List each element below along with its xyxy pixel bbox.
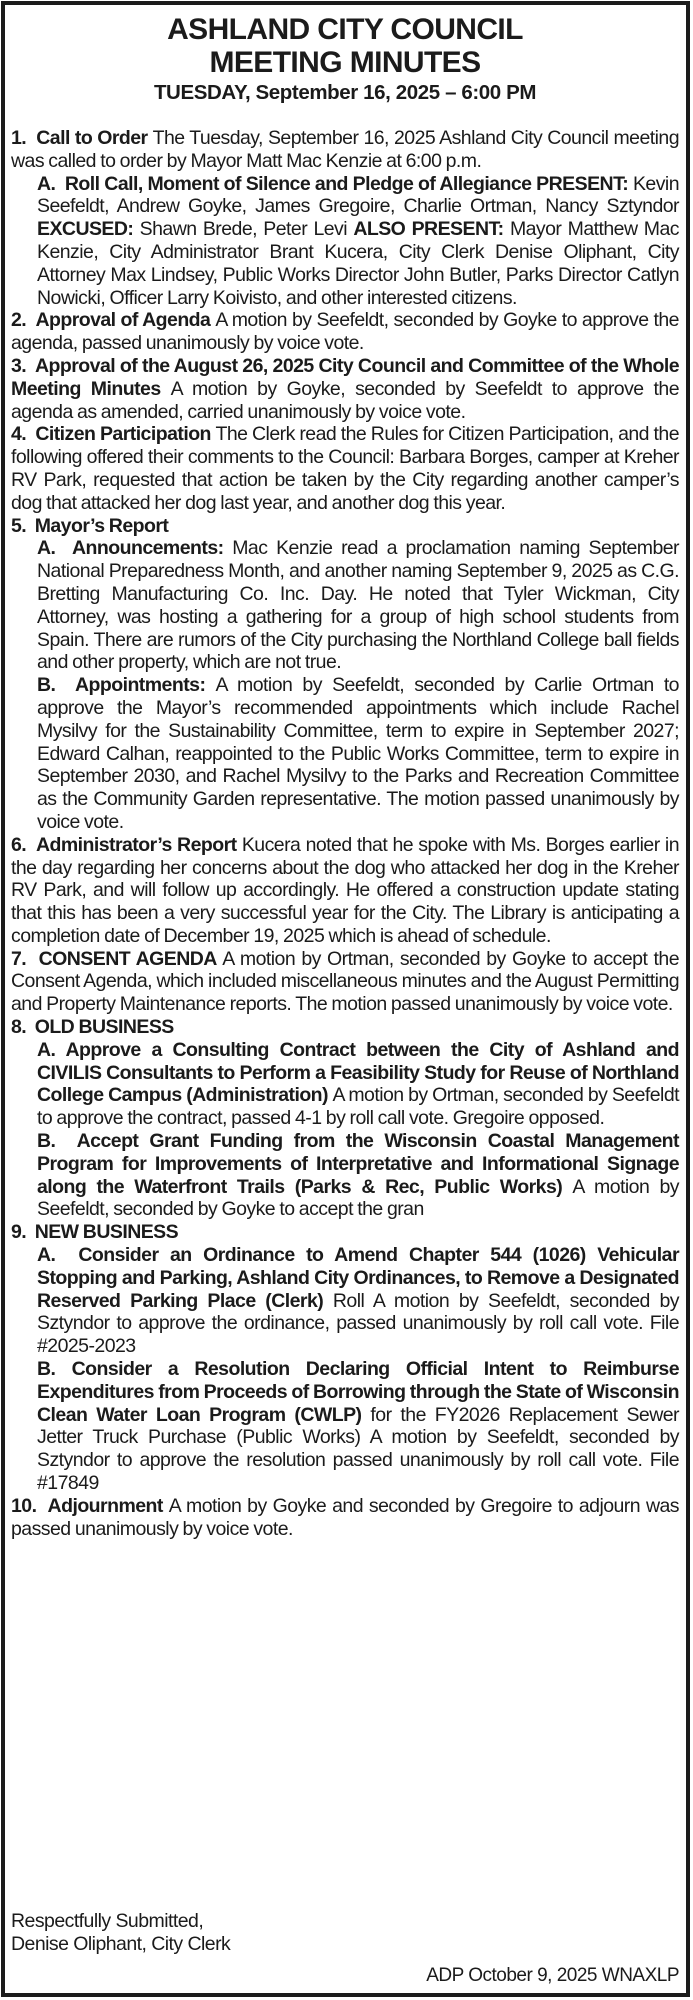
paragraph-bold-text: 7. CONSENT AGENDA [11,947,223,970]
document-footer-block [11,1910,679,1987]
document-header [11,13,679,105]
minutes-document [1,1,690,1997]
minutes-paragraph [37,1244,679,1358]
paragraph-bold-text: 2. Approval of Agenda [11,309,216,332]
publication-notice: ADP October 9, 2025 WNAXLP [426,1965,679,1986]
minutes-paragraph [11,309,679,355]
paragraph-text: A motion by Seefeldt, seconded by Carlie Ortman to approve the Mayor’s recommended appointments which include Rachel Mysilvy for the Sustainability Committee, term to expire in September 2027; Edward Calhan, reappointed to the Public Works Committee, term to expire in September 2030, and Rachel Mysilvy to the Parks and Recreation Committee as the Community Garden representative. The motion passed unanimously by voice vote. [37,674,679,833]
paragraph-text: The Clerk read the Rules for Citizen Participation, and the following offered their comments to the Council: Barbara Borges, camper at Kreher RV Park, requested that action be taken by the City regarding another camper’s dog that attacked her dog last year, and another dog this year. [11,423,680,514]
paragraph-text: A motion by Seefeldt, seconded by Goyke to accept the gran [37,1175,679,1221]
paragraph-text: Roll A motion by Seefeldt, seconded by Sztyndor to approve the ordinance, passed unanimously by roll call vote. File #2025-2023 [37,1289,680,1358]
minutes-paragraph [11,1221,679,1244]
paragraph-bold-text: 6. Administrator’s Report [11,833,242,856]
minutes-paragraph [11,1495,679,1541]
paragraph-text: for the FY2026 Replacement Sewer Jetter Truck Purchase (Public Works) A motion by Seefeldt, seconded by Sztyndor to approve the resolution passed unanimously by roll call vote. File #17849 [37,1403,679,1495]
minutes-paragraph [11,948,679,1016]
paragraph-text: Mayor Matthew Mac Kenzie, City Administrator Brant Kucera, City Clerk Denise Oliphant, City Attorney Max Lindsey, Public Works Director John Butler, Parks Director Catlyn Nowicki, Officer Larry Koivisto, and other interested citizens. [37,218,679,309]
paragraph-bold-text: 3. Approval of the August 26, 2025 City Council and Committee of the Whole Meeting Minutes [11,354,679,400]
minutes-paragraph [37,674,679,834]
paragraph-bold-text: 8. OLD BUSINESS [11,1016,174,1039]
minutes-paragraph [37,1358,679,1495]
minutes-paragraph [11,515,679,538]
page-title-line2: MEETING MINUTES [209,46,481,79]
paragraph-bold-text: ALSO PRESENT: [353,218,504,241]
minutes-paragraph [11,127,679,173]
closing-signature: Denise Oliphant, City Clerk [11,1933,231,1956]
paragraph-bold-text: A. Announcements: [37,537,233,560]
minutes-paragraph [37,1130,679,1221]
paragraph-text: A motion by Goyke and seconded by Gregoire to adjourn was passed unanimously by voice vote. [11,1494,679,1540]
minutes-paragraph [11,355,679,423]
paragraph-text: Kevin Seefeldt, Andrew Goyke, James Gregoire, Charlie Ortman, Nancy Sztyndor [37,172,679,218]
paragraph-bold-text: B. Accept Grant Funding from the Wisconsin Coastal Management Program for Improvements of Interpretative and Informational Signage along the Waterfront Trails (Parks & Rec, Public Works) [37,1130,679,1198]
page-title-line1: ASHLAND CITY COUNCIL [167,13,523,46]
paragraph-text: Mac Kenzie read a proclamation naming September National Preparedness Month, and another naming September 9, 2025 as C.G. Bretting Manufacturing Co. Inc. Day. He noted that Tyler Wickman, City Attorney, was hosting a gathering for a group of high school students from Spain. There are rumors of the City purchasing the Northland College ball fields and other property, which are not true. [37,537,679,674]
paragraph-text: Kucera noted that he spoke with Ms. Borges earlier in the day regarding her concerns about the dog who attacked her dog in the Kreher RV Park, and will follow up accordingly. He offered a construction update stating that this has been a very successful year for the City. The Library is anticipating a completion date of December 19, 2025 which is ahead of schedule. [11,833,679,947]
meeting-date-subtitle: TUESDAY, September 16, 2025 – 6:00 PM [153,81,537,104]
paragraph-bold-text: A. Approve a Consulting Contract between the City of Ashland and CIVILIS Consultants to Perform a Feasibility Study for Reuse of Northland College Campus (Administration) [37,1038,679,1107]
paragraph-bold-text: A. Roll Call, Moment of Silence and Pledge of Allegiance PRESENT: [37,172,629,195]
paragraph-bold-text: 5. Mayor’s Report [11,514,169,537]
paragraph-text: A motion by Ortman, seconded by Goyke to accept the Consent Agenda, which included miscellaneous minutes and the August Permitting and Property Maintenance reports. The motion passed unanimously by voice vote. [11,947,680,1016]
minutes-paragraph [37,173,679,310]
paragraph-bold-text: EXCUSED: [37,218,134,241]
paragraph-bold-text: 1. Call to Order [11,127,153,149]
paragraph-bold-text: A. Consider an Ordinance to Amend Chapter 544 (1026) Vehicular Stopping and Parking, Ashland City Ordinances, to Remove a Designated Reserved Parking Place (Clerk) [37,1244,679,1312]
paragraph-bold-text: B. Appointments: [37,674,216,697]
paragraph-bold-text: 10. Adjournment [11,1494,169,1517]
minutes-paragraph [37,537,679,674]
closing-salutation: Respectfully Submitted, [11,1910,204,1933]
paragraph-text: A motion by Ortman, seconded by Seefeldt to approve the contract, passed 4-1 by roll call vote. Gregoire opposed. [37,1084,679,1130]
paragraph-bold-text: 4. Citizen Participation [11,423,216,446]
paragraph-text: Shawn Brede, Peter Levi [133,218,354,241]
minutes-paragraph [11,834,679,948]
paragraphs [11,127,679,1540]
paragraph-text: The Tuesday, September 16, 2025 Ashland City Council meeting was called to order by Mayor Matt Mac Kenzie at 6:00 p.m. [11,127,679,172]
paragraph-text: A motion by Seefeldt, seconded by Goyke to approve the agenda, passed unanimously by voice vote. [11,309,679,355]
minutes-paragraph [11,423,679,514]
paragraph-text: A motion by Goyke, seconded by Seefeldt to approve the agenda as amended, carried unanimously by voice vote. [11,377,679,423]
paragraph-bold-text: 9. NEW BUSINESS [11,1221,179,1244]
paragraph-bold-text: B. Consider a Resolution Declaring Official Intent to Reimburse Expenditures from Proceeds of Borrowing through the State of Wisconsin Clean Water Loan Program (CWLP) [37,1358,679,1426]
minutes-paragraph [37,1039,679,1130]
minutes-paragraph [11,1016,679,1039]
